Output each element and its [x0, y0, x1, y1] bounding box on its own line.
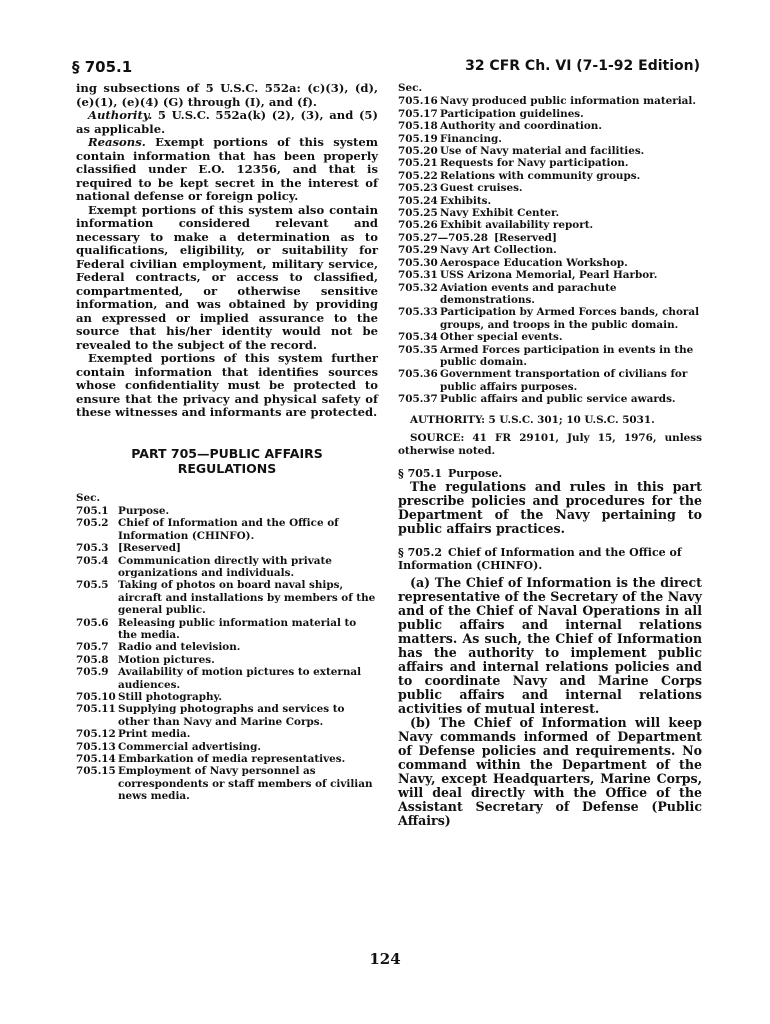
table-of-contents	[76, 492, 378, 803]
toc-entry-number: 705.32	[398, 281, 438, 294]
toc-list	[76, 505, 378, 803]
toc-entry	[398, 182, 702, 194]
toc-entry	[76, 555, 378, 580]
toc-entry-number: 705.31	[398, 269, 438, 282]
table-of-contents	[398, 82, 702, 406]
toc-entry-title: Employment of Navy personnel as correspondents or staff members of civilian news media.	[118, 765, 373, 803]
part-title	[76, 446, 378, 476]
toc-entry-number: 705.25	[398, 207, 438, 220]
toc-entry-number: 705.6	[76, 616, 109, 629]
toc-entry-title: Use of Navy material and facilities.	[440, 145, 645, 158]
toc-entry-number: 705.2	[76, 517, 109, 530]
toc-entry-number: 705.18	[398, 120, 438, 133]
toc-entry-title: Relations with community groups.	[440, 169, 641, 182]
paragraph: ing subsections of 5 U.S.C. 552a: (c)(3), (d), (e)(1), (e)(4) (G) through (I), and (f).	[76, 81, 378, 109]
toc-entry-title: Guest cruises.	[440, 182, 523, 195]
toc-entry-number: 705.9	[76, 666, 109, 679]
toc-entry-title: Chief of Information and the Office of Information (CHINFO).	[118, 517, 339, 542]
paragraph: Exempt portions of this system also contain information considered relevant and necessary to make a determination as to qualifications, eligibility, or suitability for Federal civilian employment, military service, Federal contracts, or access to classified, compartmented, or otherwise sensitive information, and was obtained by providing an expressed or implied assurance to the source that his/her identity would not be revealed to the subject of the record.	[76, 202, 378, 352]
toc-entry	[398, 257, 702, 269]
toc-entry	[76, 741, 378, 753]
toc-entry-number: 705.24	[398, 194, 438, 207]
toc-entry-title: Print media.	[118, 728, 191, 741]
paragraph: (a) The Chief of Information is the direct representative of the Secretary of the Navy and of the Chief of Naval Operations in all public affairs and internal relations matters. As such, the Chief of Information has the authority to implement public affairs and internal relations policies and to coordinate Navy and Marine Corps public affairs and internal relations activities of mutual interest.	[398, 575, 702, 717]
toc-entry-number: 705.15	[76, 765, 116, 778]
toc-entry-number: 705.14	[76, 753, 116, 766]
toc-entry-title: USS Arizona Memorial, Pearl Harbor.	[440, 269, 658, 282]
section-number: § 705.2	[398, 546, 443, 560]
toc-entry-number: 705.16	[398, 95, 438, 108]
toc-entry-number: 705.5	[76, 579, 109, 592]
toc-entry-title: Supplying photographs and services to other than Navy and Marine Corps.	[118, 703, 345, 728]
authority-paragraph	[76, 109, 378, 136]
toc-list	[398, 95, 702, 405]
toc-entry	[398, 368, 702, 393]
toc-entry	[398, 331, 702, 343]
toc-entry-title: Government transportation of civilians for public affairs purposes.	[440, 368, 688, 393]
paragraph: Exempted portions of this system further contain information that identifies sources whose confidentiality must be protected to ensure that the privacy and physical safety of these witnesses and informants are protected.	[76, 351, 378, 419]
toc-entry-number: 705.30	[398, 256, 438, 269]
toc-entry-number: 705.26	[398, 219, 438, 232]
toc-entry-number: 705.4	[76, 554, 109, 567]
toc-entry	[398, 393, 702, 405]
toc-entry-number: 705.34	[398, 331, 438, 344]
reasons-paragraph	[76, 136, 378, 204]
toc-entry	[76, 728, 378, 740]
toc-entry	[76, 517, 378, 542]
toc-entry-title: Availability of motion pictures to external audiences.	[118, 666, 362, 691]
toc-entry	[398, 269, 702, 281]
toc-entry-title: Exhibit availability report.	[440, 219, 594, 232]
toc-entry-title: Embarkation of media representatives.	[118, 753, 346, 766]
toc-entry-number: 705.3	[76, 542, 109, 555]
section-title: Purpose.	[448, 467, 503, 481]
toc-entry-number: 705.8	[76, 653, 109, 666]
toc-entry-title: Authority and coordination.	[440, 120, 602, 133]
page-number: 124	[369, 950, 401, 968]
toc-entry-title: Participation by Armed Forces bands, choral groups, and troops in the public domain.	[440, 306, 700, 331]
section-body	[398, 480, 702, 536]
toc-entry	[398, 133, 702, 145]
toc-entry-title: Navy Exhibit Center.	[440, 207, 560, 220]
toc-entry-number: 705.29	[398, 244, 438, 257]
toc-entry	[398, 170, 702, 182]
toc-entry-title: Exhibits.	[440, 194, 492, 207]
toc-entry-title: Motion pictures.	[118, 653, 215, 666]
toc-entry	[398, 157, 702, 169]
toc-entry-title: Taking of photos on board naval ships, aircraft and installations by members of the general public.	[118, 579, 376, 617]
source-citation: SOURCE: 41 FR 29101, July 15, 1976, unless otherwise noted.	[398, 432, 702, 457]
toc-entry-title: Navy produced public information material.	[440, 95, 696, 108]
toc-entry-title: Radio and television.	[118, 641, 241, 654]
toc-entry	[76, 666, 378, 691]
toc-entry-title: Public affairs and public service awards.	[440, 393, 676, 406]
toc-entry-title: Purpose.	[118, 504, 170, 517]
part-title-line: PART 705—PUBLIC AFFAIRS	[131, 445, 323, 461]
toc-entry-number: 705.11	[76, 703, 116, 716]
toc-entry-title: Aerospace Education Workshop.	[440, 256, 628, 269]
paragraph: The regulations and rules in this part prescribe policies and procedures for the Department of the Navy pertaining to public affairs practices.	[398, 479, 702, 537]
toc-entry-title: [Reserved]	[118, 542, 181, 555]
toc-entry-title: [Reserved]	[493, 231, 557, 244]
toc-entry	[398, 344, 702, 369]
toc-entry	[76, 654, 378, 666]
toc-entry-number: 705.10	[76, 691, 116, 703]
toc-entry	[398, 232, 702, 244]
toc-heading: Sec.	[76, 491, 101, 504]
authority-citation: AUTHORITY: 5 U.S.C. 301; 10 U.S.C. 5031.	[410, 413, 655, 426]
toc-entry-number: 705.19	[398, 132, 438, 145]
toc-entry	[76, 765, 378, 802]
section-title: Chief of Information and the Office of Information (CHINFO).	[398, 546, 682, 573]
toc-entry-number: 705.37	[398, 393, 438, 406]
toc-entry	[76, 691, 378, 703]
toc-entry	[398, 95, 702, 107]
toc-entry-title: Commercial advertising.	[118, 740, 261, 753]
section-heading	[398, 546, 702, 572]
toc-entry-title: Other special events.	[440, 331, 563, 344]
reasons-text: Exempt portions of this system contain information that has been properly classified under E.O. 12356, and that is required to be kept secret in the interest of national defense or foreign policy.	[76, 135, 378, 203]
toc-entry	[76, 641, 378, 653]
reasons-label: Reasons.	[88, 135, 146, 149]
toc-entry	[76, 703, 378, 728]
toc-entry-number: 705.21	[398, 157, 438, 170]
authority-label: Authority.	[88, 108, 153, 122]
toc-entry	[398, 207, 702, 219]
toc-entry	[76, 617, 378, 642]
section-body	[398, 576, 702, 828]
paragraph: (b) The Chief of Information will keep Navy commands informed of Department of Defense policies and requirements. No command within the Department of the Navy, except Headquarters, Marine Corps, will deal directly with the Office of the Assistant Secretary of Defense (Public Affairs)	[398, 715, 702, 829]
toc-entry	[398, 282, 702, 307]
section-number: § 705.1	[398, 467, 443, 481]
toc-entry-number: 705.13	[76, 740, 116, 753]
running-head: 32 CFR Ch. VI (7-1-92 Edition)	[465, 58, 700, 74]
part-title-line: REGULATIONS	[177, 460, 277, 476]
toc-entry-number: 705.20	[398, 145, 438, 158]
toc-entry-title: Navy Art Collection.	[440, 244, 557, 257]
toc-entry-number: 705.36	[398, 368, 438, 381]
toc-entry	[398, 219, 702, 231]
toc-entry-title: Communication directly with private organizations and individuals.	[118, 554, 332, 579]
toc-entry-number: 705.7	[76, 641, 109, 654]
toc-entry	[76, 579, 378, 616]
toc-entry-number: 705.33	[398, 306, 438, 319]
toc-entry-title: Still photography.	[118, 691, 222, 703]
toc-entry	[398, 120, 702, 132]
exemption-text	[76, 82, 378, 420]
toc-entry	[398, 306, 702, 331]
toc-entry-number: 705.27—705.28	[398, 231, 488, 244]
toc-entry-number: 705.1	[76, 504, 109, 517]
toc-entry	[398, 108, 702, 120]
toc-entry	[76, 753, 378, 765]
toc-entry-number: 705.23	[398, 182, 438, 195]
authority-text: 5 U.S.C. 552a(k) (2), (3), and (5) as applicable.	[76, 108, 378, 136]
toc-entry-number: 705.17	[398, 107, 438, 120]
toc-entry-title: Financing.	[440, 132, 502, 145]
toc-entry	[398, 195, 702, 207]
toc-entry-title: Releasing public information material to the media.	[118, 616, 357, 641]
toc-entry	[398, 244, 702, 256]
toc-entry-title: Participation guidelines.	[440, 107, 584, 120]
toc-entry-number: 705.12	[76, 728, 116, 741]
toc-entry-title: Aviation events and parachute demonstrations.	[440, 281, 617, 306]
toc-heading: Sec.	[398, 82, 423, 94]
left-column	[76, 82, 378, 803]
toc-entry-title: Armed Forces participation in events in the public domain.	[440, 343, 694, 368]
toc-entry	[398, 145, 702, 157]
toc-entry-title: Requests for Navy participation.	[440, 157, 629, 170]
right-column	[398, 82, 702, 828]
toc-entry-number: 705.22	[398, 169, 438, 182]
section-reference: § 705.1	[72, 58, 133, 76]
toc-entry	[76, 505, 378, 517]
toc-entry-number: 705.35	[398, 343, 438, 356]
toc-entry	[76, 542, 378, 554]
